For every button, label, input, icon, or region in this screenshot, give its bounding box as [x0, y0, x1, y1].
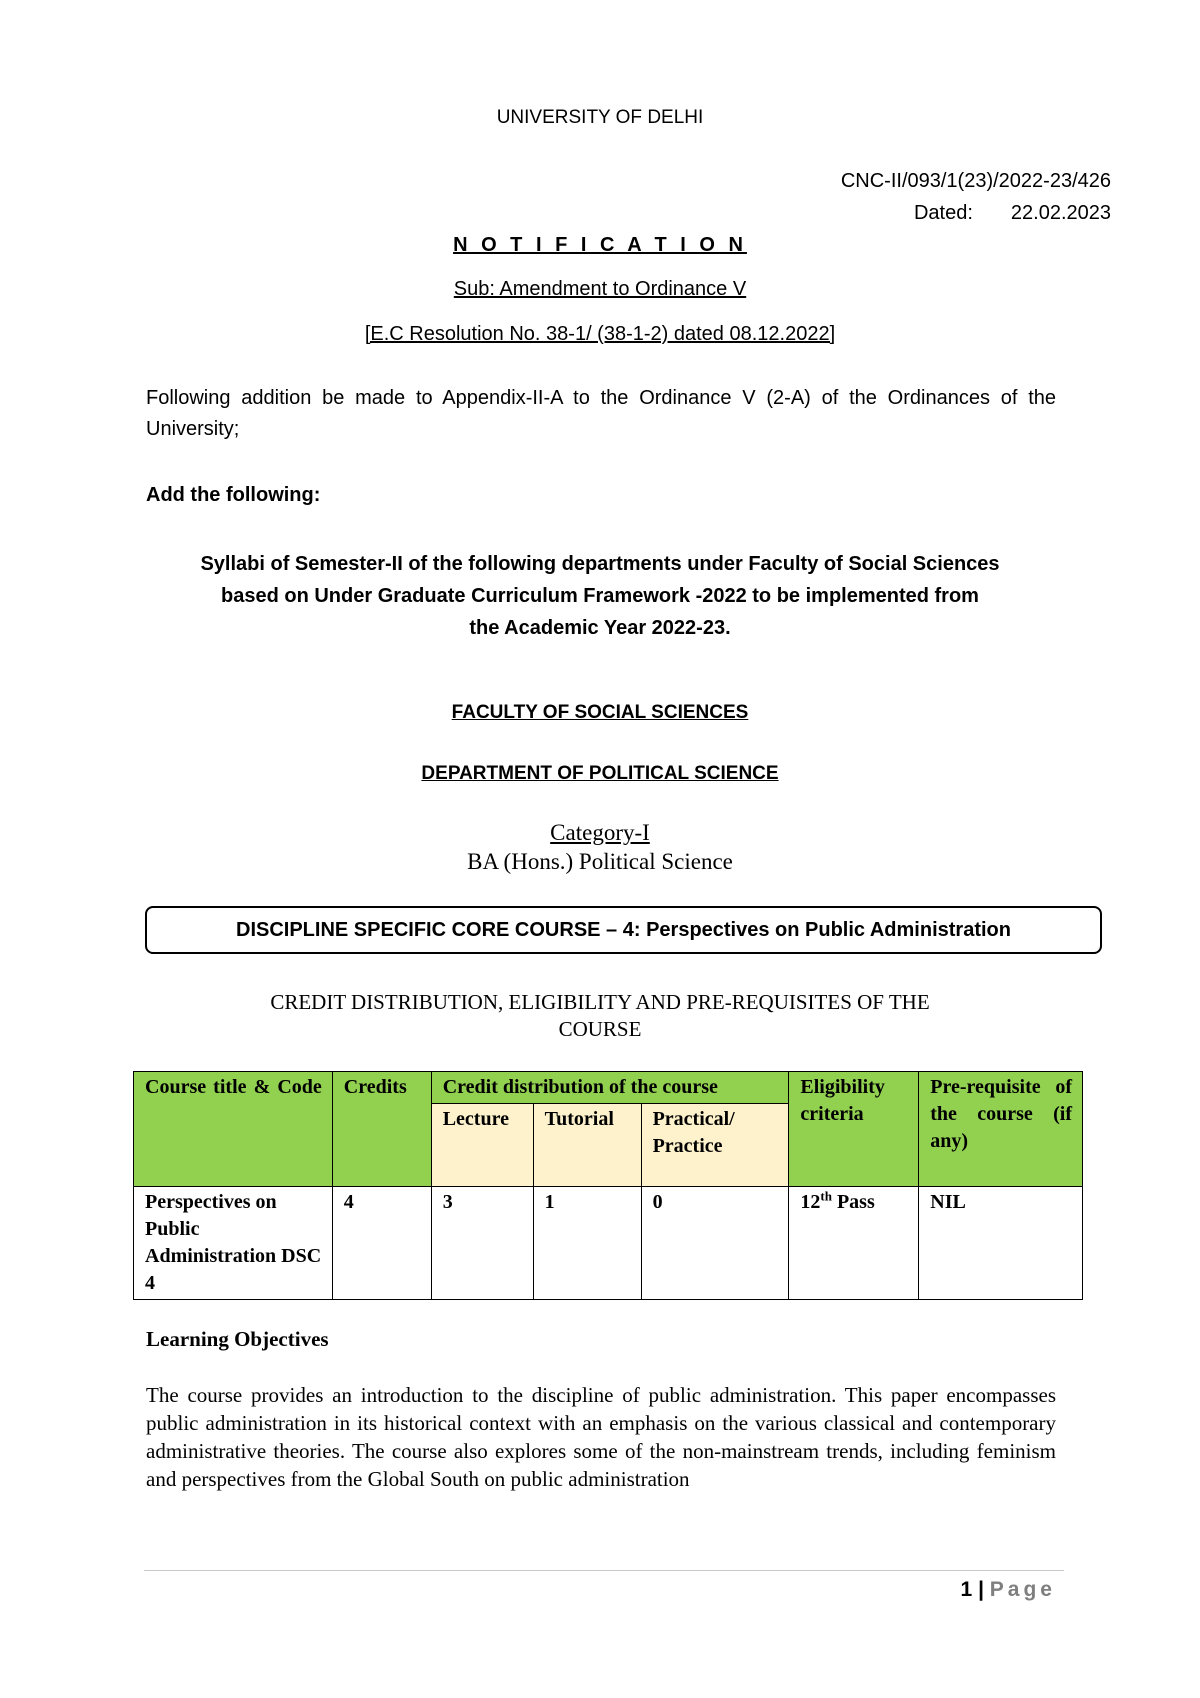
- category-heading: Category-I: [550, 820, 650, 845]
- department-heading: DEPARTMENT OF POLITICAL SCIENCE: [421, 763, 779, 784]
- page-separator: |: [978, 1578, 984, 1601]
- reference-number: CNC-II/093/1(23)/2022-23/426: [840, 170, 1111, 192]
- intro-paragraph: Following addition be made to Appendix-II-A to the Ordinance V (2-A) of the Ordinances of the University;: [146, 387, 1056, 440]
- syllabi-statement: [0, 548, 1200, 644]
- add-following-label: Add the following:: [146, 484, 321, 506]
- cell-prerequisite: NIL: [919, 1187, 1083, 1300]
- table-header-row: [134, 1072, 1083, 1104]
- cell-lecture: 3: [431, 1187, 533, 1300]
- credit-heading-line: COURSE: [558, 1017, 642, 1041]
- programme-name: BA (Hons.) Political Science: [467, 849, 733, 874]
- credit-distribution-table: [133, 1071, 1083, 1300]
- header-credit-distribution: Credit distribution of the course: [431, 1072, 789, 1104]
- dated-value: 22.02.2023: [1010, 202, 1111, 224]
- header-credits: Credits: [332, 1072, 431, 1187]
- header-lecture: Lecture: [431, 1104, 533, 1187]
- header-practical: Practical/ Practice: [641, 1104, 789, 1187]
- table-row: [134, 1187, 1083, 1300]
- date-line: [914, 202, 1111, 225]
- cell-practical: 0: [641, 1187, 789, 1300]
- notification-heading: N O T I F I C A T I O N: [453, 234, 747, 256]
- cell-credits: 4: [332, 1187, 431, 1300]
- header-tutorial: Tutorial: [533, 1104, 641, 1187]
- course-title-box: DISCIPLINE SPECIFIC CORE COURSE – 4: Perspectives on Public Administration: [145, 906, 1102, 954]
- cell-course-title: Perspectives on Public Administration DSC 4: [134, 1187, 333, 1300]
- resolution-line: [E.C Resolution No. 38-1/ (38-1-2) dated 08.12.2022]: [364, 323, 836, 345]
- page-label: Page: [989, 1578, 1056, 1601]
- eligibility-number: 12: [800, 1191, 821, 1213]
- eligibility-suffix: th: [820, 1188, 832, 1204]
- syllabi-line: the Academic Year 2022-23.: [469, 617, 731, 639]
- learning-objectives-paragraph: The course provides an introduction to the discipline of public administration. This paper encompasses public administration in its historical context with an emphasis on the various classical and contemporary administrative theories. The course also explores some of the non-mainstream trends, including feminism and perspectives from the Global South on public administration: [146, 1383, 1056, 1491]
- eligibility-rest: Pass: [831, 1191, 875, 1213]
- learning-objectives-heading: Learning Objectives: [146, 1327, 329, 1351]
- university-name: UNIVERSITY OF DELHI: [496, 107, 704, 128]
- page-number: 1: [960, 1578, 973, 1601]
- cell-tutorial: 1: [533, 1187, 641, 1300]
- credit-heading: [0, 989, 1200, 1043]
- cell-eligibility: [789, 1187, 919, 1300]
- credit-heading-line: CREDIT DISTRIBUTION, ELIGIBILITY AND PRE-REQUISITES OF THE: [270, 990, 930, 1014]
- subject-line: Sub: Amendment to Ordinance V: [453, 278, 747, 300]
- faculty-heading: FACULTY OF SOCIAL SCIENCES: [451, 702, 749, 723]
- syllabi-line: Syllabi of Semester-II of the following departments under Faculty of Social Sciences: [200, 553, 1000, 575]
- header-course-title: Course title & Code: [134, 1072, 333, 1187]
- syllabi-line: based on Under Graduate Curriculum Framework -2022 to be implemented from: [221, 585, 979, 607]
- header-eligibility: Eligibility criteria: [789, 1072, 919, 1187]
- dated-label: Dated:: [913, 202, 973, 224]
- footer-divider: [144, 1570, 1064, 1571]
- header-prerequisite: Pre-requisite of the course (if any): [919, 1072, 1083, 1187]
- page-footer: [961, 1578, 1056, 1602]
